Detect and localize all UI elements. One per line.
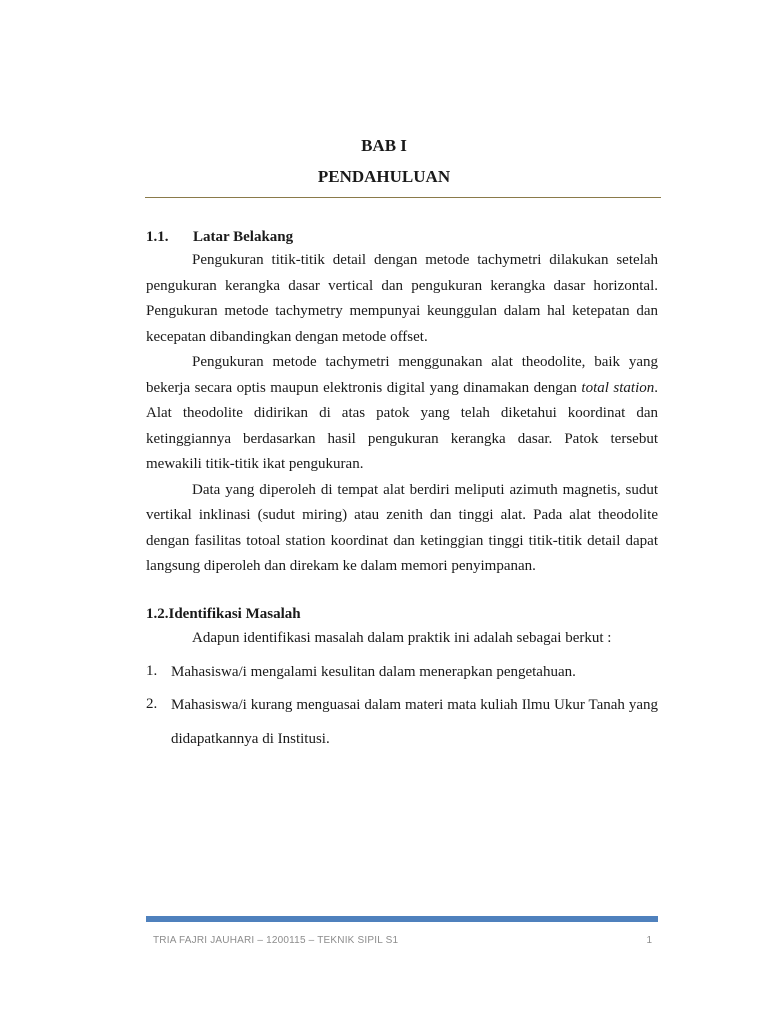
- paragraph-1: Pengukuran titik-titik detail dengan metode tachymetri dilakukan setelah pengukuran kerangka dasar vertical dan pengukuran kerangka dasar horizontal. Pengukuran metode tachymetry mempunyai keunggulan dalam hal ketepatan dan kecepatan dibandingkan dengan metode offset.: [146, 252, 658, 345]
- section-intro: [146, 626, 658, 652]
- paragraph-2: [146, 350, 658, 478]
- paragraph-2-italic-term: total station: [581, 379, 655, 396]
- paragraph-2-text-b: . Alat theodolite didirikan di atas patok yang telah diketahui koordinat dan ketinggiannya berdasarkan hasil pengukuran kerangka dasar. Patok tersebut mewakili titik-titik ikat pengukuran.: [146, 379, 659, 472]
- paragraph-2-text-a: Pengukuran metode tachymetri menggunakan alat theodolite, baik yang bekerja secara optis maupun elektronis digital yang dinamakan dengan: [146, 354, 658, 396]
- paragraph-3: Data yang diperoleh di tempat alat berdiri meliputi azimuth magnetis, sudut vertikal inklinasi (sudut miring) atau zenith dan tinggi alat. Pada alat theodolite dengan fasilitas totoal station koordinat dan ketinggian tinggi titik-titik detail dapat langsung diperoleh dan direkam ke dalam memori penyimpanan.: [146, 481, 658, 574]
- footer-bar: [146, 916, 658, 922]
- chapter-title: PENDAHULUAN: [317, 167, 451, 186]
- section-heading-identifikasi-masalah: 1.2.Identifikasi Masalah: [146, 606, 301, 622]
- footer-author: TRIA FAJRI JAUHARI – 1200115 – TEKNIK SIPIL S1: [153, 935, 399, 946]
- list-item: [146, 688, 658, 756]
- list-number: 1.: [146, 663, 158, 679]
- list-item: [146, 663, 658, 681]
- page-number: 1: [646, 935, 652, 946]
- list-text: Mahasiswa/i kurang menguasai dalam materi mata kuliah Ilmu Ukur Tanah yang didapatkannya di Institusi.: [171, 697, 658, 747]
- section-body-latar-belakang: [146, 248, 658, 580]
- identifikasi-intro: Adapun identifikasi masalah dalam praktik ini adalah sebagai berkut :: [192, 630, 612, 646]
- title-divider: [145, 197, 661, 198]
- list-text: Mahasiswa/i mengalami kesulitan dalam menerapkan pengetahuan.: [171, 664, 576, 680]
- section-number: 1.1.: [146, 229, 169, 245]
- list-number: 2.: [146, 696, 158, 712]
- section-heading-latar-belakang: [146, 228, 658, 246]
- chapter-label: BAB I: [361, 136, 407, 155]
- section-title: Latar Belakang: [193, 229, 294, 245]
